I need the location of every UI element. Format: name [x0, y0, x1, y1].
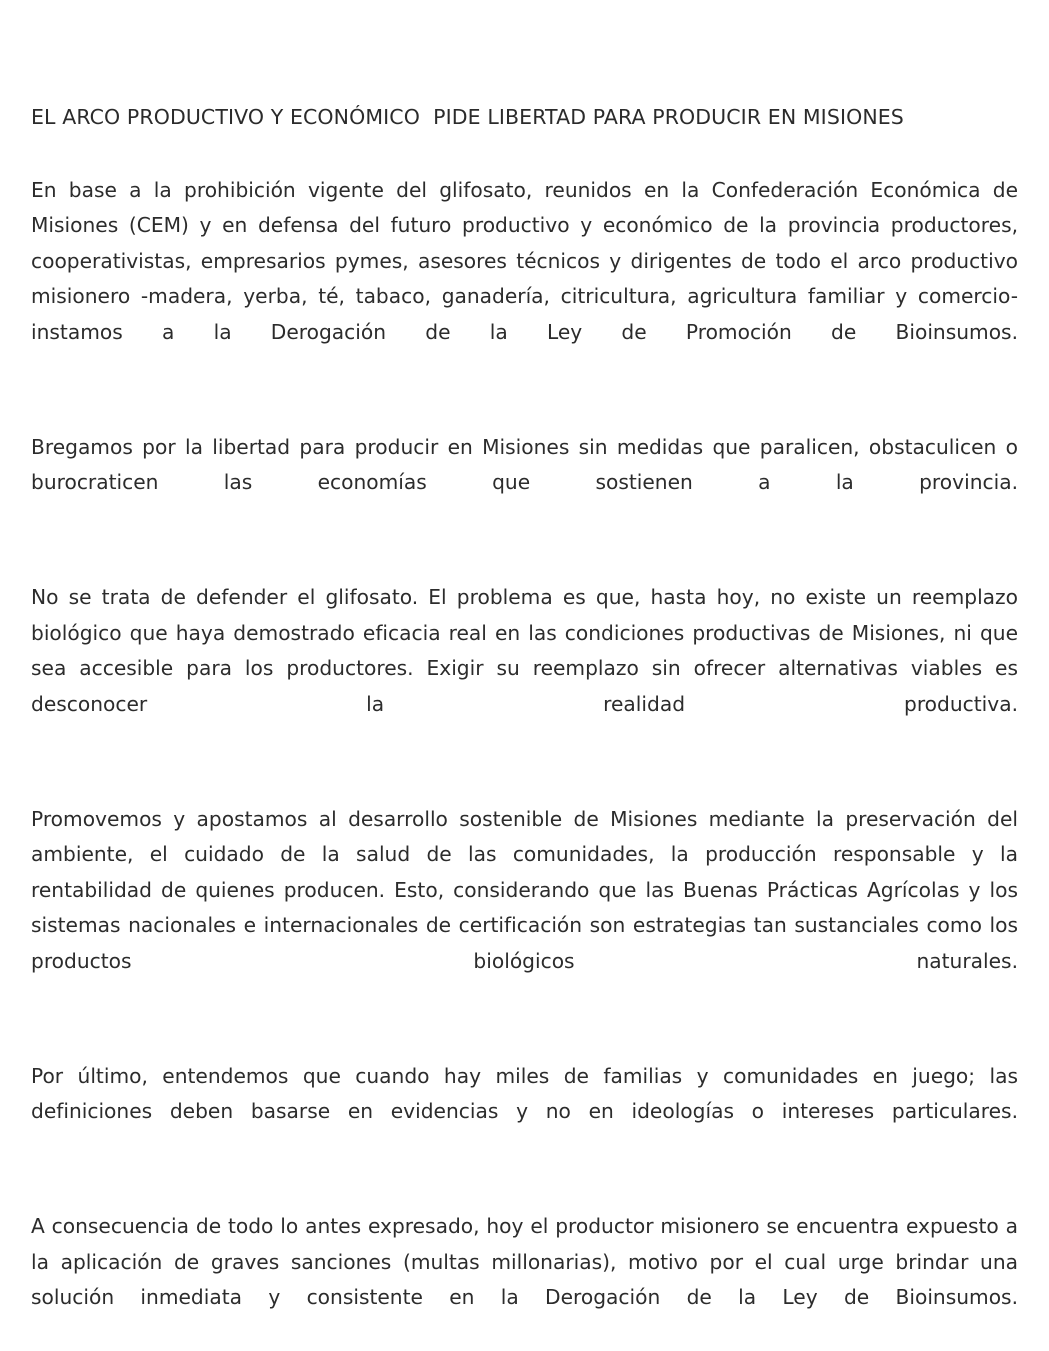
paragraph-2: Bregamos por la libertad para producir en Misiones sin medidas que paralicen, obstaculicen o burocraticen las economías que sostienen a la provincia.: [31, 434, 1018, 495]
paragraph-6: A consecuencia de todo lo antes expresado, hoy el productor misionero se encuentra expuesto a la aplicación de graves sanciones (multas millonarias), motivo por el cual urge brindar una solución inmediata y consistente en la Derogación de la Ley de Bioinsumos.: [31, 1214, 1018, 1310]
paragraph-1: En base a la prohibición vigente del glifosato, reunidos en la Confederación Económica de Misiones (CEM) y en defensa del futuro productivo y económico de la provincia productores, cooperativistas, empresarios pymes, asesores técnicos y dirigentes de todo el arco productivo misionero -madera, yerba, té, tabaco, ganadería, citricultura, agricultura familiar y comercio- instamos a la Derogación de la Ley de Promoción de Bioinsumos.: [31, 177, 1018, 344]
paragraph-3: No se trata de defender el glifosato. El problema es que, hasta hoy, no existe un reemplazo biológico que haya demostrado eficacia real en las condiciones productivas de Misiones, ni que sea accesible para los productores. Exigir su reemplazo sin ofrecer alternativas viables es desconocer la realidad productiva.: [31, 585, 1018, 716]
document-body: [31, 173, 1018, 1351]
page-title: EL ARCO PRODUCTIVO Y ECONÓMICO PIDE LIBERTAD PARA PRODUCIR EN MISIONES: [31, 105, 904, 129]
paragraph-4: Promovemos y apostamos al desarrollo sostenible de Misiones mediante la preservación del ambiente, el cuidado de la salud de las comunidades, la producción responsable y la rentabilidad de quienes producen. Esto, considerando que las Buenas Prácticas Agrícolas y los sistemas nacionales e internacionales de certificación son estrategias tan sustanciales como los productos biológicos naturales.: [31, 806, 1018, 973]
paragraph-5: Por último, entendemos que cuando hay miles de familias y comunidades en juego; las definiciones deben basarse en evidencias y no en ideologías o intereses particulares.: [31, 1063, 1018, 1124]
